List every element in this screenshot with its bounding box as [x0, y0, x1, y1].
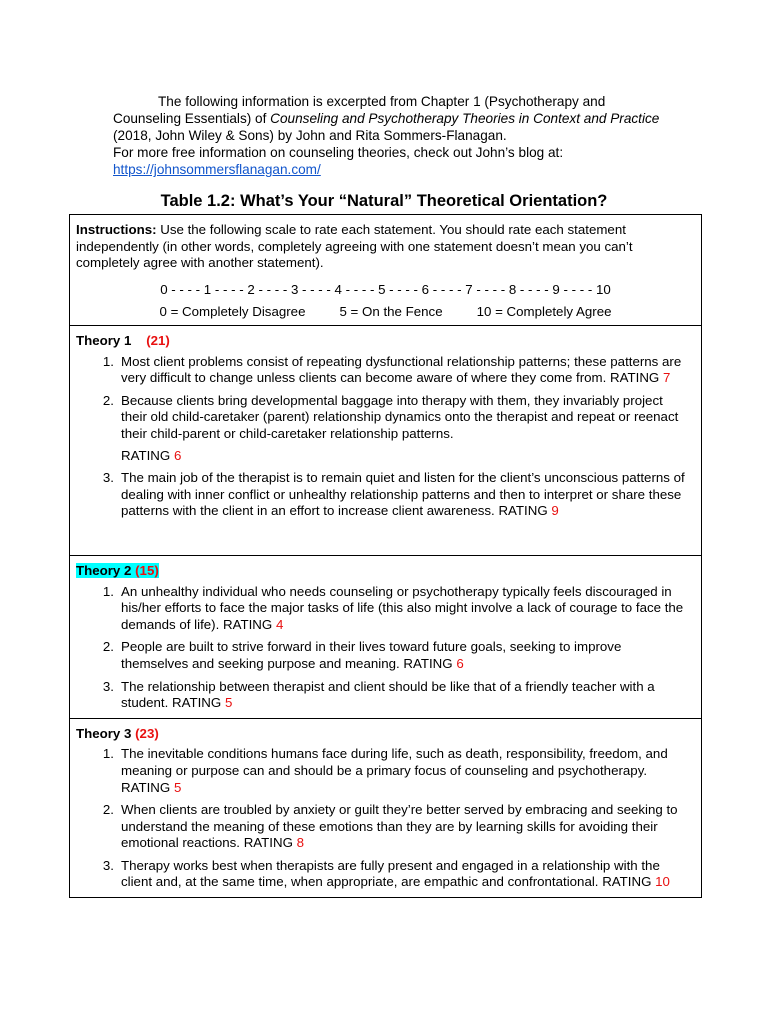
statement-item: 3. The relationship between therapist and client should be like that of a friendly teacher with a student. RATING 5: [102, 678, 655, 711]
theory-2-cell: [70, 555, 702, 718]
table-title: Table 1.2: What’s Your “Natural” Theoretical Orientation?: [160, 192, 608, 210]
orientation-table: [69, 214, 702, 898]
legend-fence: 5 = On the Fence: [339, 304, 443, 320]
instructions-cell: [70, 215, 702, 326]
theory-row: [70, 555, 702, 718]
statement-item: 2. When clients are troubled by anxiety or guilt they’re better served by embracing and seeking to understand the meaning of these emotions than they are by learning skills for avoiding their emotional reactions. RATING 8: [102, 802, 678, 851]
theory-score: (15): [135, 562, 159, 578]
theory-highlight: Theory 2 (15): [76, 562, 159, 578]
theory-heading: Theory 1 (21): [76, 332, 170, 348]
instructions-label: Instructions:: [76, 222, 157, 237]
statement-list: [76, 584, 695, 712]
theory-row: [70, 718, 702, 897]
theory-heading: [76, 563, 695, 580]
theory-3-cell: [70, 718, 702, 897]
scale-legend: [76, 304, 695, 321]
legend-disagree: 0 = Completely Disagree: [159, 304, 306, 320]
rating-value: 6: [173, 447, 182, 463]
rating-value: 8: [296, 835, 305, 851]
statement-item: 3. Therapy works best when therapists are fully present and engaged in a relationship with the client and, at the same time, when appropriate, are empathic and confrontational. RATING 10: [102, 857, 670, 890]
theory-score: (21): [146, 332, 170, 348]
blog-link[interactable]: https://johnsommersflanagan.com/: [113, 162, 321, 177]
statement-item: 1. Most client problems consist of repeating dysfunctional relationship patterns; these patterns are very difficult to change unless clients can become aware of where they come from. RATING 7: [102, 353, 682, 386]
rating-value: 9: [551, 503, 559, 519]
statement-item: 1. An unhealthy individual who needs counseling or psychotherapy typically feels discouraged in his/her efforts to face the major tasks of life (this also might involve a lack of courage to face the demands of life). RATING 4: [102, 583, 684, 632]
rating-value: 5: [173, 779, 182, 795]
legend-agree: 10 = Completely Agree: [476, 304, 612, 320]
statement-item: 2. People are built to strive forward in their lives toward future goals, seeking to improve themselves and seeking purpose and meaning. RATING 6: [102, 639, 622, 671]
rating-value: 6: [456, 655, 464, 671]
theory-row: [70, 325, 702, 555]
rating-value: 5: [224, 695, 233, 711]
theory-1-cell: [70, 325, 702, 555]
theory-heading: Theory 3 (23): [76, 725, 159, 741]
instructions-row: [70, 215, 702, 326]
statement-item: 2. Because clients bring developmental baggage into therapy with them, they invariably project their old child-caretaker (parent) relationship dynamics onto the therapist and repeat or reenact their child-parent or child-caretaker relationship patterns. RATING 6: [102, 392, 679, 463]
statement-list: [76, 354, 695, 520]
statement-item: 1. The inevitable conditions humans face during life, such as death, responsibility, freedom, and meaning or purpose can and should be a primary focus of counseling and psychotherapy. RATING 5: [102, 746, 668, 795]
intro-text: The following information is excerpted from Chapter 1 (Psychotherapy and Counseling Essentials) of Counseling and Psychotherapy Theories in Context and Practice (2018, John Wiley & Sons) by John and Rita Sommers-Flanagan.: [113, 94, 660, 143]
theory-score: (23): [135, 725, 159, 741]
rating-value: 10: [655, 874, 670, 890]
book-title: Counseling and Psychotherapy Theories in Context and Practice: [270, 111, 660, 126]
rating-scale: 0 - - - - 1 - - - - 2 - - - - 3 - - - - 4 - - - - 5 - - - - 6 - - - - 7 - - - - 8 - - - - 9 - - - - 10: [160, 281, 611, 297]
intro-paragraph: [113, 93, 673, 178]
rating-value: 4: [275, 616, 284, 632]
instructions-text: Instructions: Use the following scale to rate each statement. You should rate each statement independently (in other words, completely agreeing with one statement doesn’t mean you can’t completely agree with another statement).: [76, 222, 633, 271]
statement-item: 3. The main job of the therapist is to remain quiet and listen for the client’s unconscious patterns of dealing with inner conflict or unhealthy relationship patterns and then to interpret or share these patterns with the client in an effort to increase client awareness. RATING 9: [102, 470, 685, 519]
rating-value: 7: [662, 370, 671, 386]
statement-list: [76, 746, 695, 891]
blog-note: For more free information on counseling theories, check out John’s blog at:: [113, 145, 564, 160]
